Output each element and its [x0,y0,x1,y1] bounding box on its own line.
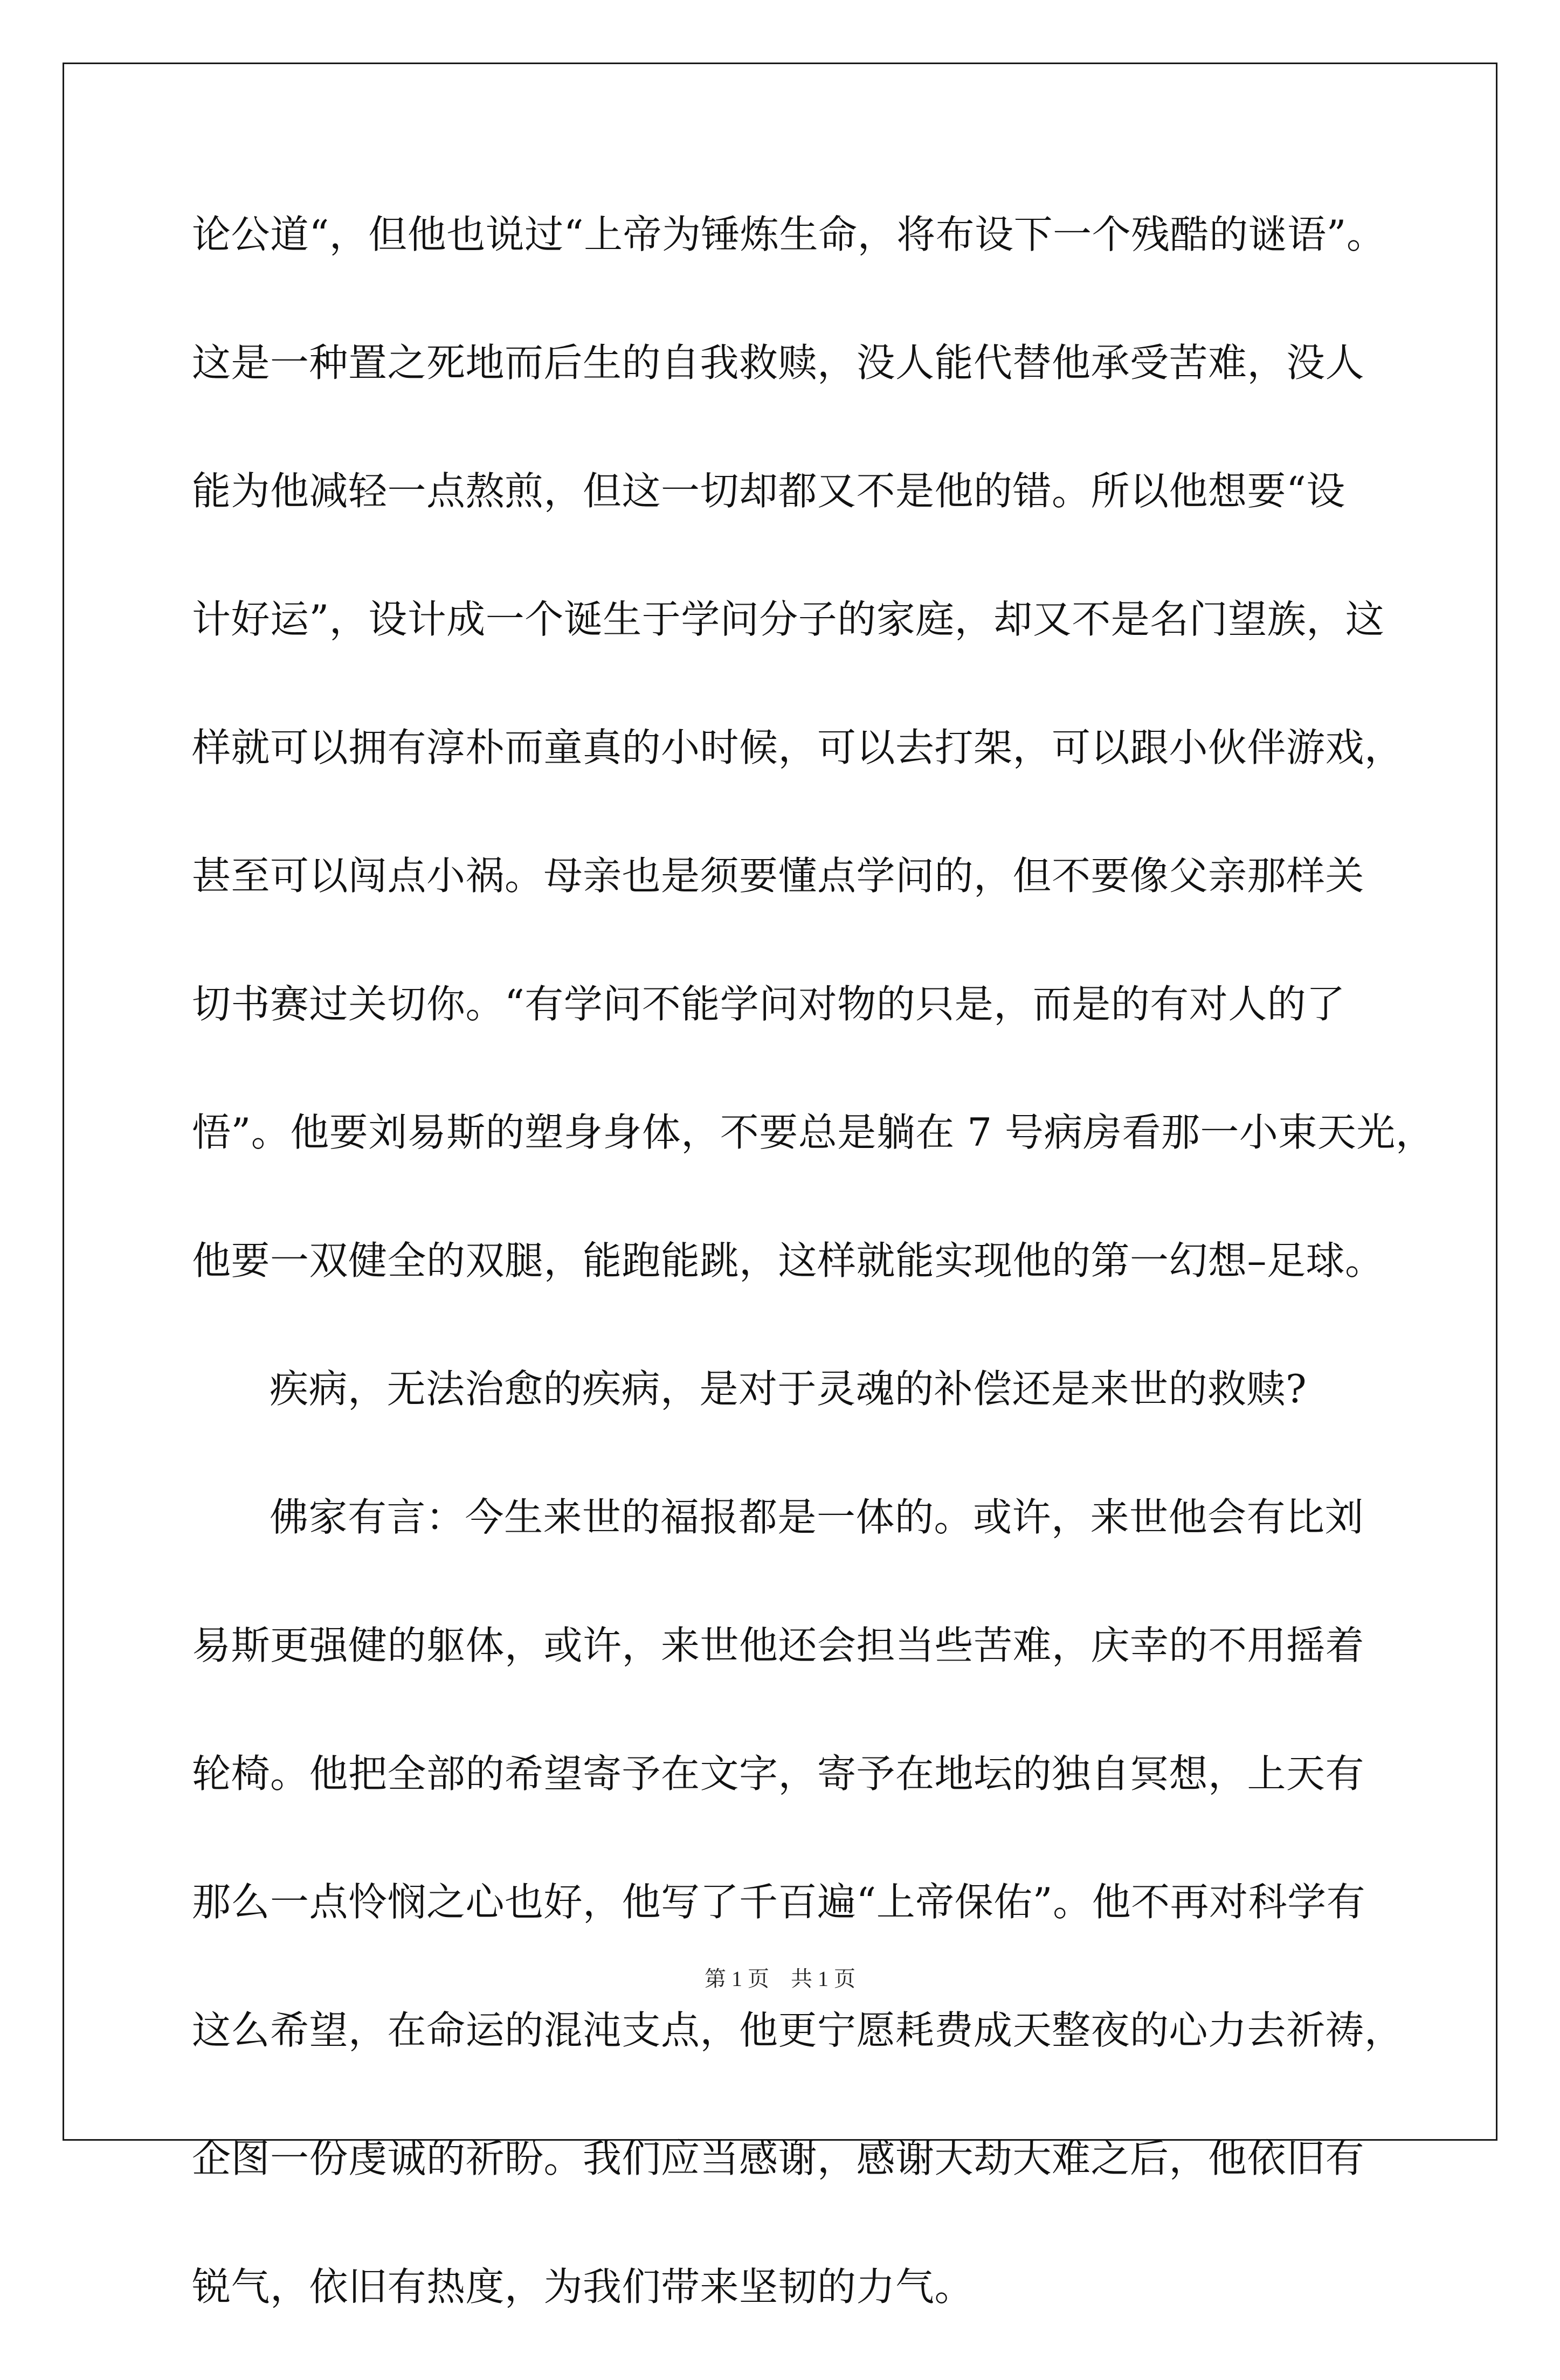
text-line: 这么希望，在命运的混沌支点，他更宁愿耗费成天整夜的心力去祈祷， [192,2008,1404,2053]
text-line: 悟”。他要刘易斯的塑身身体，不要总是躺在 7 号病房看那一小束天光， [192,1110,1435,1155]
page-number-footer: 第 1 页 共 1 页 [705,1967,855,1991]
text-line: 那么一点怜悯之心也好，他写了千百遍“上帝保佑”。他不再对科学有 [192,1879,1366,1925]
text-line: 他要一双健全的双腿，能跑能跳，这样就能实现他的第一幻想–足球。 [192,1238,1384,1283]
text-line: 论公道“，但他也说过“上帝为锤炼生命，将布设下一个残酷的谜语”。 [192,212,1386,257]
text-line: 切书赛过关切你。“有学问不能学问对物的只是，而是的有对人的了 [192,981,1345,1027]
text-line: 计好运”，设计成一个诞生于学问分子的家庭，却又不是名门望族，这 [192,597,1385,642]
text-line: 易斯更强健的躯体，或许，来世他还会担当些苦难，庆幸的不用摇着 [192,1623,1365,1668]
text-line: 轮椅。他把全部的希望寄予在文字，寄予在地坛的独自冥想，上天有 [192,1751,1365,1796]
paragraph-start-line: 疾病，无法治愈的疾病，是对于灵魂的补偿还是来世的救赎? [270,1366,1307,1412]
document-body [192,199,1435,2380]
text-line: 样就可以拥有淳朴而童真的小时候，可以去打架，可以跟小伙伴游戏， [192,725,1404,770]
text-line: 甚至可以闯点小祸。母亲也是须要懂点学问的，但不要像父亲那样关 [192,853,1365,898]
text-line: 企图一份虔诚的祈盼。我们应当感谢，感谢大劫大难之后，他依旧有 [192,2136,1365,2181]
text-line: 这是一种置之死地而后生的自我救赎，没人能代替他承受苦难，没人 [192,340,1365,385]
text-line: 能为他减轻一点熬煎，但这一切却都又不是他的错。所以他想要“设 [192,468,1345,514]
text-line: 锐气，依旧有热度，为我们带来坚韧的力气。 [192,2264,974,2309]
paragraph-start-line: 佛家有言：今生来世的福报都是一体的。或许，来世他会有比刘 [270,1495,1364,1540]
